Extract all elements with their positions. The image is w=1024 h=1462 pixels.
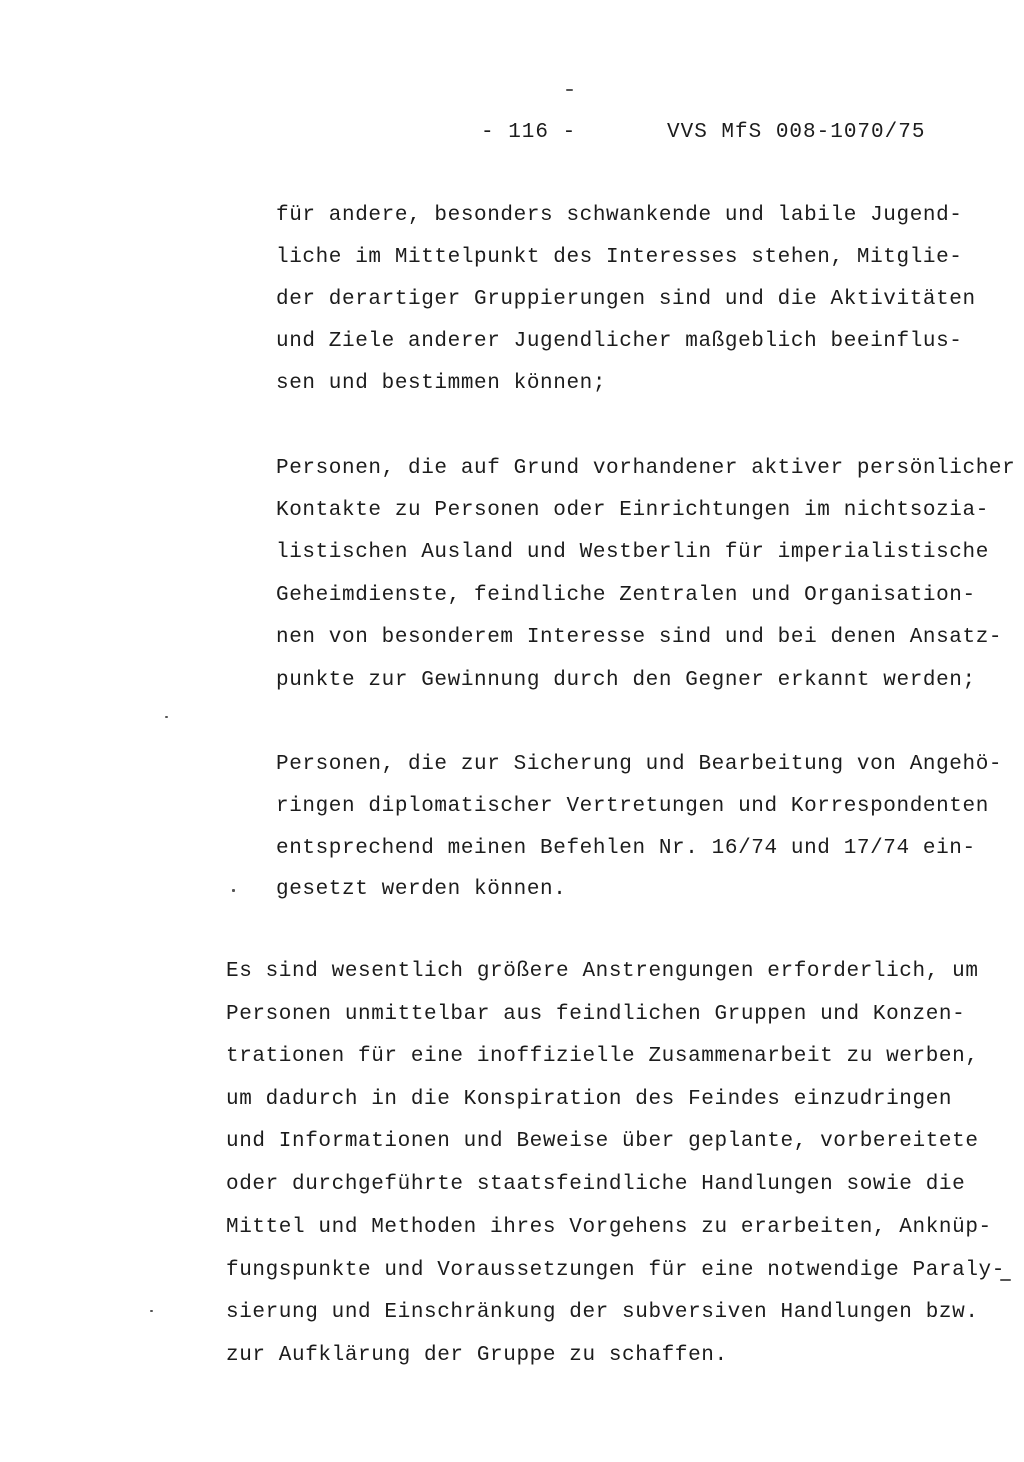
text-line: oder durchgeführte staatsfeindliche Handlungen sowie die (226, 1173, 966, 1196)
text-line: Kontakte zu Personen oder Einrichtungen im nichtsozia- (276, 499, 989, 522)
text-line: entsprechend meinen Befehlen Nr. 16/74 und 17/74 ein- (276, 837, 976, 860)
text-line: Es sind wesentlich größere Anstrengungen erforderlich, um (226, 960, 979, 983)
text-line: nen von besonderem Interesse sind und bei denen Ansatz- (276, 626, 1003, 649)
text-line: um dadurch in die Konspiration des Feindes einzudringen (226, 1088, 953, 1111)
document-reference: VVS MfS 008-1070/75 (667, 121, 926, 144)
text-line: listischen Ausland und Westberlin für imperialistische (276, 541, 989, 564)
text-line: liche im Mittelpunkt des Interesses stehen, Mitglie- (276, 246, 963, 269)
text-line: gesetzt werden können. (276, 878, 567, 901)
text-line: punkte zur Gewinnung durch den Gegner erkannt werden; (276, 669, 976, 692)
text-line: und Ziele anderer Jugendlicher maßgeblich beeinflus- (276, 330, 963, 353)
text-line: zur Aufklärung der Gruppe zu schaffen. (226, 1344, 728, 1367)
text-line: sen und bestimmen können; (276, 372, 607, 395)
scan-mark-left-2 (232, 889, 235, 892)
page-number: - 116 - (481, 121, 577, 144)
text-line: Personen, die zur Sicherung und Bearbeitung von Angehö- (276, 753, 1003, 776)
text-line: der derartiger Gruppierungen sind und die Aktivitäten (276, 288, 976, 311)
text-line: Personen, die auf Grund vorhandener aktiver persönlicher (276, 457, 1016, 480)
scan-mark-left-3 (150, 1310, 153, 1312)
text-line: Mittel und Methoden ihres Vorgehens zu erarbeiten, Anknüp- (226, 1216, 992, 1239)
text-line: ringen diplomatischer Vertretungen und Korrespondenten (276, 795, 989, 818)
scan-mark-top (566, 89, 573, 91)
text-line: fungspunkte und Voraussetzungen für eine notwendige Paraly- (226, 1259, 1005, 1282)
scan-mark-left-1 (165, 716, 168, 718)
text-line: Personen unmittelbar aus feindlichen Gruppen und Konzen- (226, 1003, 966, 1026)
text-line: Geheimdienste, feindliche Zentralen und Organisation- (276, 584, 976, 607)
text-line: für andere, besonders schwankende und labile Jugend- (276, 204, 963, 227)
text-line: sierung und Einschränkung der subversiven Handlungen bzw. (226, 1301, 979, 1324)
text-line: und Informationen und Beweise über geplante, vorbereitete (226, 1130, 979, 1153)
text-line: trationen für eine inoffizielle Zusammenarbeit zu werben, (226, 1045, 979, 1068)
